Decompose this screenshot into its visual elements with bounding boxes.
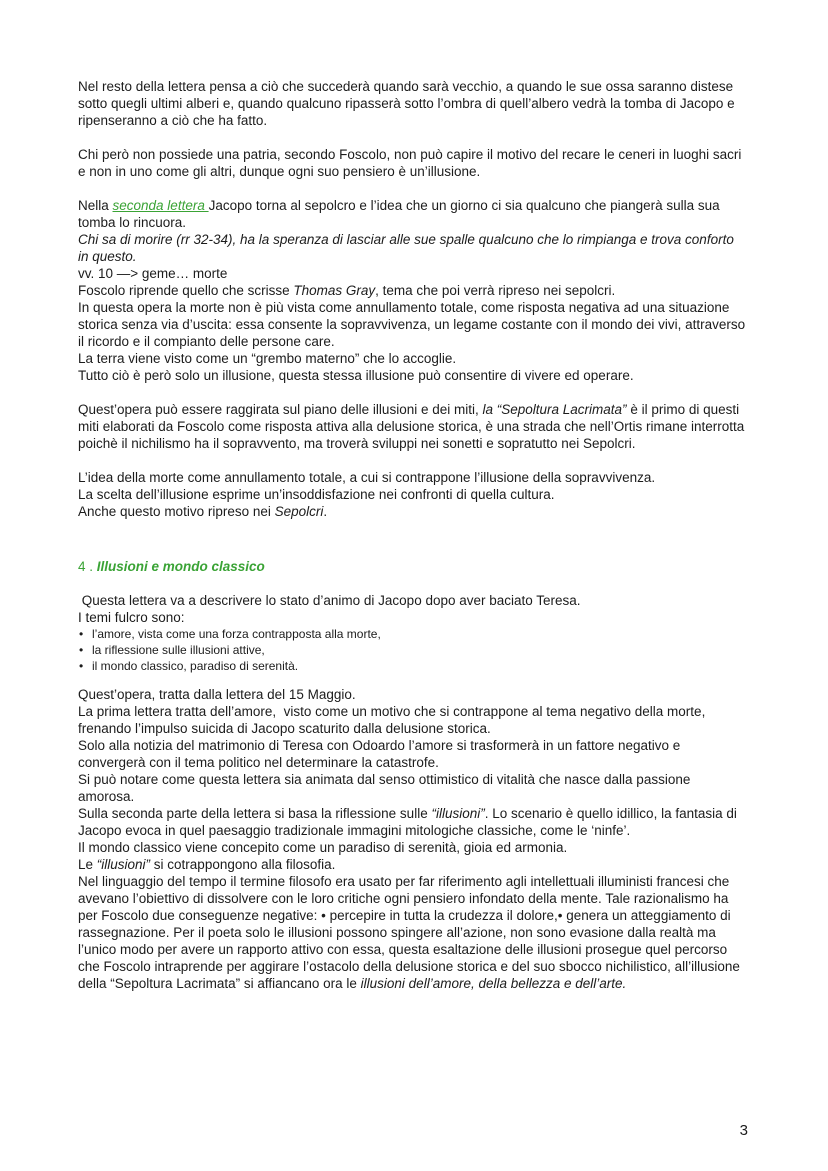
paragraph <box>78 367 746 384</box>
paragraph <box>78 703 746 737</box>
text-run: Anche questo motivo ripreso nei <box>78 504 275 519</box>
paragraph <box>78 686 746 703</box>
paragraph <box>78 873 746 992</box>
spacer <box>78 575 746 592</box>
spacer <box>78 129 746 146</box>
paragraph <box>78 609 746 626</box>
text-run: Solo alla notizia del matrimonio di Teresa con Odoardo l’amore si trasformerà in un fattore negativo e convergerà con il tema politico nel determinare la catastrofe. <box>78 738 685 770</box>
paragraph <box>78 771 746 805</box>
paragraph <box>78 282 746 299</box>
paragraph <box>78 839 746 856</box>
text-run: si cotrappongono alla filosofia. <box>150 857 336 872</box>
text-run: Sepolcri <box>274 504 324 519</box>
paragraph <box>78 486 746 503</box>
text-run: “illusioni” <box>96 857 151 872</box>
text-run: Nel resto della lettera pensa a ciò che succederà quando sarà vecchio, a quando le sue ossa saranno distese sotto quegli ultimi alberi e, quando qualcuno ripasserà sotto l’ombra di quell’albero vedrà la tomba di Jacopo e ripenseranno a ciò che ha fatto. <box>78 79 739 128</box>
bullet-text: l’amore, vista come una forza contrapposta alla morte, <box>92 627 381 641</box>
text-run: Nel linguaggio del tempo il termine filosofo era usato per far riferimento agli intellettuali illuministi francesi che avevano l’obiettivo di dissolvere con le loro critiche ogni pensiero infondato della mente. Tale razionalismo ha per Foscolo due conseguenze negative: • percepire in tutta la crudezza il dolore,• genera un atteggiamento di rassegnazione. Per il poeta solo le illusioni possono spingere all’azione, non sono evasione dalla realtà ma l’unico modo per avere un rapporto attivo con essa, questa esaltazione delle illusioni prosegue quel percorso che Foscolo intraprende per aggirare l’ostacolo della delusione storica e del suo sbocco nichilistico, all’illusione della “Sepoltura Lacrimata” si affiancano ora le <box>78 874 744 991</box>
text-run: la “Sepoltura Lacrimata” <box>482 402 627 417</box>
paragraph <box>78 299 749 350</box>
text-run: Le <box>78 857 97 872</box>
paragraph <box>78 737 746 771</box>
page-number: 3 <box>739 1122 748 1139</box>
paragraph <box>78 146 746 180</box>
text-run: Sulla seconda parte della lettera si basa la riflessione sulle <box>78 806 432 821</box>
bullet-icon: • <box>79 659 84 673</box>
text-run: “illusioni” <box>431 806 485 821</box>
bullet-icon: • <box>79 643 84 657</box>
bullet-item <box>78 642 746 658</box>
text-run: Tutto ciò è però solo un illusione, questa stessa illusione può consentire di vivere ed operare. <box>78 368 634 383</box>
text-run: Questa lettera va a descrivere lo stato d’animo di Jacopo dopo aver baciato Teresa. <box>78 593 581 608</box>
text-run: illusioni dell’amore, della bellezza e dell’arte. <box>360 976 627 991</box>
document-body <box>78 78 749 992</box>
paragraph <box>78 401 749 452</box>
bullet-list <box>78 626 746 674</box>
spacer <box>78 180 746 197</box>
paragraph <box>78 856 746 873</box>
spacer <box>78 384 746 401</box>
text-run: 4 . <box>78 559 97 574</box>
text-run: In questa opera la morte non è più vista come annullamento totale, come risposta negativa ad una situazione storica senza via d’uscita: essa consente la sopravvivenza, un legame costante con il mondo dei vivi, attraverso il ricordo e il compianto delle persone care. <box>78 300 749 349</box>
bullet-item <box>78 626 746 642</box>
text-run: La terra viene visto come un “grembo materno” che lo accoglie. <box>78 351 457 366</box>
paragraph <box>78 231 746 265</box>
text-run: Chi però non possiede una patria, secondo Foscolo, non può capire il motivo del recare le ceneri in luoghi sacri e non in uno come gli altri, dunque ogni suo pensiero è un’illusione. <box>78 147 746 179</box>
bullet-item <box>78 658 746 674</box>
text-run: Thomas Gray <box>293 283 376 298</box>
text-run: . Lo scenario è quello idillico, la fantasia di Jacopo evoca in quel paesaggio tradizionale immagini mitologiche classiche, come le ‘ninfe’. <box>78 806 741 838</box>
section-heading <box>78 558 746 575</box>
text-run: seconda lettera <box>112 198 209 213</box>
text-run: , tema che poi verrà ripreso nei sepolcri. <box>375 283 616 298</box>
paragraph <box>78 503 746 520</box>
text-run: vv. 10 —> geme… morte <box>78 266 228 281</box>
text-run: Illusioni e mondo classico <box>96 559 265 574</box>
text-run: Foscolo riprende quello che scrisse <box>78 283 294 298</box>
spacer <box>78 674 746 686</box>
paragraph <box>78 805 746 839</box>
paragraph <box>78 197 746 231</box>
text-run: Chi sa di morire (rr 32-34), ha la speranza di lasciar alle sue spalle qualcuno che lo rimpianga e trova conforto in questo. <box>78 232 738 264</box>
text-run: Jacopo torna al sepolcro e l’idea che un giorno ci sia qualcuno che piangerà sulla sua tomba lo rincuora. <box>78 198 724 230</box>
text-run: Si può notare come questa lettera sia animata dal senso ottimistico di vitalità che nasce dalla passione amorosa. <box>78 772 695 804</box>
spacer <box>78 520 746 558</box>
text-run: è il primo di questi miti elaborati da Foscolo come risposta attiva alla delusione storica, è una strada che nell’Ortis rimane interrotta poichè il nichilismo ha il sopravvento, ma troverà sviluppi nei sonetti e sopratutto nei Sepolcri. <box>78 402 749 451</box>
text-run: Quest’opera, tratta dalla lettera del 15 Maggio. <box>78 687 356 702</box>
text-run: Il mondo classico viene concepito come un paradiso di serenità, gioia ed armonia. <box>78 840 568 855</box>
text-run: La prima lettera tratta dell’amore, visto come un motivo che si contrappone al tema negativo della morte, frenando l’impulso suicida di Jacopo scaturito dalla delusione storica. <box>78 704 710 736</box>
text-run: . <box>323 504 328 519</box>
paragraph <box>78 78 746 129</box>
text-run: I temi fulcro sono: <box>78 610 185 625</box>
paragraph <box>78 592 746 609</box>
bullet-icon: • <box>79 627 84 641</box>
paragraph <box>78 265 746 282</box>
spacer <box>78 452 746 469</box>
paragraph <box>78 469 746 486</box>
paragraph <box>78 350 746 367</box>
text-run: Quest’opera può essere raggirata sul piano delle illusioni e dei miti, <box>78 402 483 417</box>
text-run: L’idea della morte come annullamento totale, a cui si contrappone l’illusione della sopravvivenza. <box>78 470 656 485</box>
bullet-text: la riflessione sulle illusioni attive, <box>92 643 265 657</box>
text-run: Nella <box>78 198 113 213</box>
text-run: La scelta dell’illusione esprime un’insoddisfazione nei confronti di quella cultura. <box>78 487 555 502</box>
bullet-text: il mondo classico, paradiso di serenità. <box>92 659 299 673</box>
